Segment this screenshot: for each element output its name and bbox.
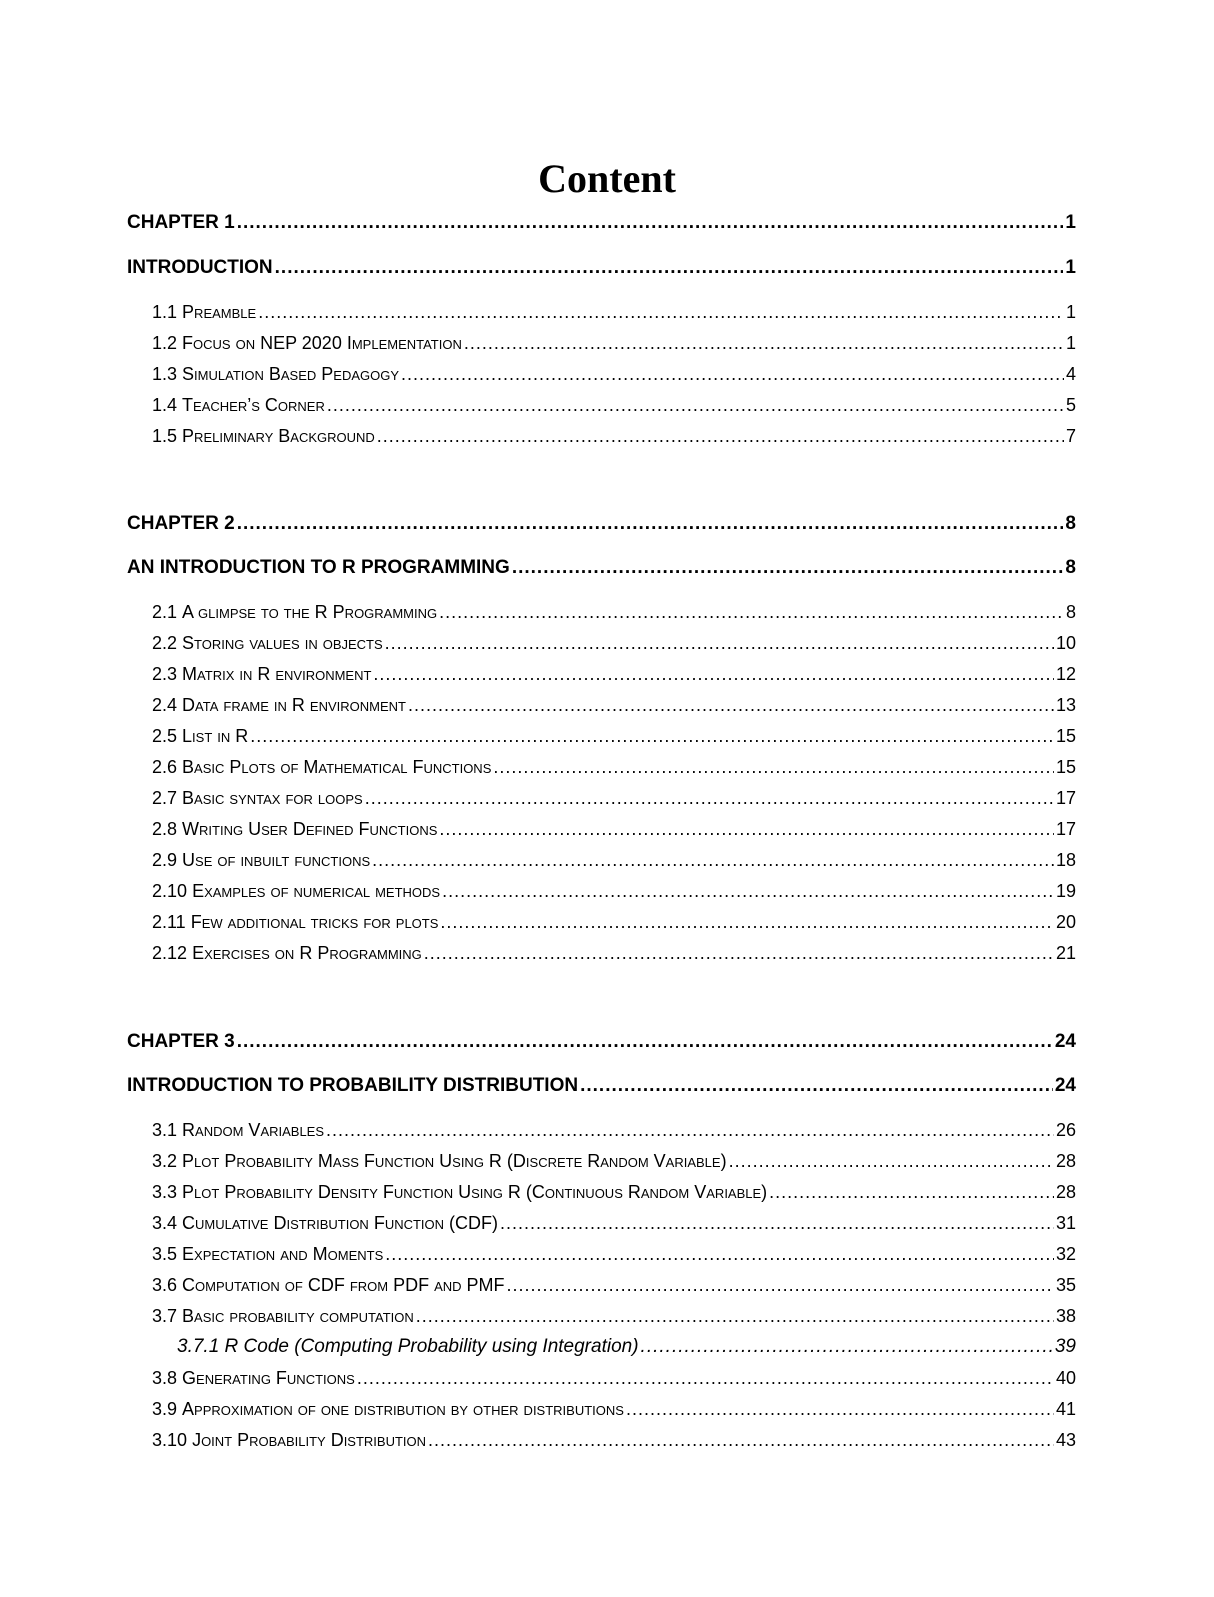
- dot-leader: [237, 212, 1064, 234]
- page-number: 41: [1055, 1399, 1076, 1419]
- dot-leader: [641, 1336, 1053, 1358]
- dot-leader: [512, 557, 1064, 579]
- section-title: Writing User Defined Functions: [182, 819, 438, 839]
- page-number: 17: [1055, 819, 1076, 839]
- section-number: 3.1: [152, 1120, 178, 1140]
- section-title: List in R: [182, 726, 249, 746]
- page-number: 12: [1055, 664, 1076, 684]
- page-number: 15: [1055, 757, 1076, 777]
- toc-section-entry[interactable]: [152, 302, 1076, 326]
- toc-section-entry[interactable]: [152, 1368, 1076, 1392]
- section-title: Data frame in R environment: [182, 695, 406, 715]
- page-number: 43: [1055, 1430, 1076, 1450]
- section-title: Cumulative Distribution Function (CDF): [182, 1213, 499, 1233]
- section-title: Expectation and Moments: [182, 1244, 384, 1264]
- section-title: Matrix in R environment: [182, 664, 372, 684]
- dot-leader: [357, 1368, 1054, 1389]
- page-number: 39: [1054, 1336, 1076, 1357]
- section-number: 1.2: [152, 333, 178, 353]
- dot-leader: [442, 881, 1054, 902]
- dot-leader: [416, 1306, 1054, 1327]
- page-number: 38: [1055, 1306, 1076, 1326]
- section-title: Generating Functions: [182, 1368, 355, 1388]
- section-title: Plot Probability Density Function Using R (Continuous Random Variable): [182, 1182, 768, 1202]
- page-number: 8: [1065, 557, 1076, 578]
- dot-leader: [258, 302, 1064, 323]
- section-number: 2.12: [152, 943, 188, 963]
- page-number: 18: [1055, 850, 1076, 870]
- chapter-title: INTRODUCTION TO PROBABILITY DISTRIBUTION: [127, 1075, 579, 1096]
- toc-section-entry[interactable]: [152, 788, 1076, 812]
- page-number: 19: [1055, 881, 1076, 901]
- section-number: 2.10: [152, 881, 188, 901]
- section-number: 2.4: [152, 695, 178, 715]
- dot-leader: [769, 1182, 1054, 1203]
- section-number: 2.11: [152, 912, 186, 932]
- section-title: A glimpse to the R Programming: [182, 602, 438, 622]
- dot-leader: [377, 426, 1064, 447]
- dot-leader: [250, 726, 1054, 747]
- toc-section-entry[interactable]: [152, 912, 1076, 936]
- toc-section-entry[interactable]: [152, 1151, 1076, 1175]
- toc-section-entry[interactable]: [152, 1399, 1076, 1423]
- dot-leader: [626, 1399, 1054, 1420]
- toc-section-entry[interactable]: [152, 943, 1076, 967]
- section-title: Computation of CDF from PDF and PMF: [182, 1275, 505, 1295]
- page-number: 28: [1055, 1151, 1076, 1171]
- page-number: 24: [1054, 1075, 1076, 1096]
- section-title: Preliminary Background: [182, 426, 375, 446]
- section-number: 1.1: [152, 302, 178, 322]
- toc-section-entry[interactable]: [152, 1120, 1076, 1144]
- section-title: Approximation of one distribution by other distributions: [182, 1399, 624, 1419]
- dot-leader: [365, 788, 1054, 809]
- toc-section-entry[interactable]: [152, 633, 1076, 657]
- section-number: 2.8: [152, 819, 178, 839]
- toc-section-entry[interactable]: [152, 1306, 1076, 1330]
- section-number: 3.6: [152, 1275, 178, 1295]
- section-number: 2.2: [152, 633, 178, 653]
- toc-section-entry[interactable]: [152, 819, 1076, 843]
- toc-chapter-heading[interactable]: [127, 1031, 1076, 1055]
- section-title: Simulation Based Pedagogy: [182, 364, 400, 384]
- page-number: 26: [1055, 1120, 1076, 1140]
- dot-leader: [440, 912, 1054, 933]
- section-title: Use of inbuilt functions: [182, 850, 371, 870]
- toc-section-entry[interactable]: [152, 1213, 1076, 1237]
- toc-section-entry[interactable]: [152, 1275, 1076, 1299]
- toc-chapter-title[interactable]: [127, 1075, 1076, 1099]
- section-title: Basic Plots of Mathematical Functions: [182, 757, 492, 777]
- dot-leader: [500, 1213, 1054, 1234]
- page-number: 1: [1065, 212, 1076, 233]
- toc-section-entry[interactable]: [152, 726, 1076, 750]
- page-number: 32: [1055, 1244, 1076, 1264]
- chapter-title: AN INTRODUCTION TO R PROGRAMMING: [127, 557, 510, 578]
- page-number: 31: [1055, 1213, 1076, 1233]
- toc-section-entry[interactable]: [152, 426, 1076, 450]
- section-number: 3.3: [152, 1182, 178, 1202]
- dot-leader: [373, 664, 1054, 685]
- section-number: 3.8: [152, 1368, 178, 1388]
- section-number: 3.2: [152, 1151, 178, 1171]
- page-number: 10: [1055, 633, 1076, 653]
- dot-leader: [428, 1430, 1054, 1451]
- page-number: 7: [1065, 426, 1076, 446]
- dot-leader: [464, 333, 1064, 354]
- page-number: 4: [1065, 364, 1076, 384]
- dot-leader: [580, 1075, 1053, 1097]
- section-title: Basic syntax for loops: [182, 788, 363, 808]
- toc-section-entry[interactable]: [152, 850, 1076, 874]
- toc-section-entry[interactable]: [152, 333, 1076, 357]
- page-number: 8: [1065, 513, 1076, 534]
- dot-leader: [493, 757, 1054, 778]
- section-title: Examples of numerical methods: [192, 881, 441, 901]
- dot-leader: [729, 1151, 1054, 1172]
- dot-leader: [424, 943, 1054, 964]
- page-number: 1: [1065, 302, 1076, 322]
- toc-subsection-entry[interactable]: [177, 1336, 1076, 1362]
- toc-section-entry[interactable]: [152, 364, 1076, 388]
- section-number: 3.5: [152, 1244, 178, 1264]
- dot-leader: [507, 1275, 1054, 1296]
- section-number: 3.7: [152, 1306, 178, 1326]
- section-title: Random Variables: [182, 1120, 325, 1140]
- toc-section-entry[interactable]: [152, 395, 1076, 419]
- dot-leader: [439, 602, 1064, 623]
- dot-leader: [326, 1120, 1054, 1141]
- section-number: 2.3: [152, 664, 178, 684]
- section-number: 3.10: [152, 1430, 188, 1450]
- toc-section-entry[interactable]: [152, 1430, 1076, 1454]
- page-number: 24: [1054, 1031, 1076, 1052]
- page-number: 8: [1065, 602, 1076, 622]
- toc-section-entry[interactable]: [152, 1182, 1076, 1206]
- chapter-label: CHAPTER 1: [127, 212, 235, 233]
- section-title: Exercises on R Programming: [192, 943, 422, 963]
- page-number: 21: [1055, 943, 1076, 963]
- section-number: 1.5: [152, 426, 178, 446]
- section-title: Preamble: [182, 302, 257, 322]
- section-title: Focus on NEP 2020 Implementation: [182, 333, 462, 353]
- toc-chapter-heading[interactable]: [127, 513, 1076, 537]
- section-number: 3.4: [152, 1213, 178, 1233]
- dot-leader: [372, 850, 1054, 871]
- page-number: 35: [1055, 1275, 1076, 1295]
- page-number: 5: [1065, 395, 1076, 415]
- dot-leader: [401, 364, 1064, 385]
- dot-leader: [385, 1244, 1054, 1265]
- dot-leader: [385, 633, 1054, 654]
- section-number: 2.5: [152, 726, 178, 746]
- dot-leader: [237, 1031, 1053, 1053]
- section-number: 2.1: [152, 602, 178, 622]
- toc-chapter-title[interactable]: [127, 257, 1076, 281]
- page-number: 13: [1055, 695, 1076, 715]
- section-number: 1.3: [152, 364, 178, 384]
- page-number: 28: [1055, 1182, 1076, 1202]
- toc-section-entry[interactable]: [152, 881, 1076, 905]
- section-title: Few additional tricks for plots: [190, 912, 439, 932]
- section-number: 2.7: [152, 788, 178, 808]
- section-title: Plot Probability Mass Function Using R (Discrete Random Variable): [182, 1151, 727, 1171]
- toc-section-entry[interactable]: [152, 664, 1076, 688]
- dot-leader: [275, 257, 1064, 279]
- dot-leader: [439, 819, 1054, 840]
- page-number: 1: [1065, 333, 1076, 353]
- dot-leader: [327, 395, 1064, 416]
- page-number: 17: [1055, 788, 1076, 808]
- toc-section-entry[interactable]: [152, 1244, 1076, 1268]
- toc-chapter-title[interactable]: [127, 557, 1076, 581]
- page-title: Content: [538, 156, 676, 201]
- section-title: Storing values in objects: [182, 633, 383, 653]
- section-number: 3.9: [152, 1399, 178, 1419]
- section-number: 1.4: [152, 395, 178, 415]
- toc-section-entry[interactable]: [152, 695, 1076, 719]
- section-number: 2.6: [152, 757, 178, 777]
- toc-chapter-heading[interactable]: [127, 212, 1076, 236]
- page-number: 40: [1055, 1368, 1076, 1388]
- toc-section-entry[interactable]: [152, 757, 1076, 781]
- section-title: Teacher’s Corner: [182, 395, 325, 415]
- page-number: 15: [1055, 726, 1076, 746]
- toc-section-entry[interactable]: [152, 602, 1076, 626]
- page-number: 20: [1055, 912, 1076, 932]
- section-title: R Code (Computing Probability using Integration): [224, 1336, 639, 1357]
- chapter-label: CHAPTER 2: [127, 513, 235, 534]
- section-number: 2.9: [152, 850, 178, 870]
- dot-leader: [408, 695, 1054, 716]
- dot-leader: [237, 513, 1064, 535]
- chapter-label: CHAPTER 3: [127, 1031, 235, 1052]
- page-number: 1: [1065, 257, 1076, 278]
- section-title: Basic probability computation: [182, 1306, 414, 1326]
- section-title: Joint Probability Distribution: [192, 1430, 427, 1450]
- section-number: 3.7.1: [177, 1336, 220, 1357]
- chapter-title: INTRODUCTION: [127, 257, 273, 278]
